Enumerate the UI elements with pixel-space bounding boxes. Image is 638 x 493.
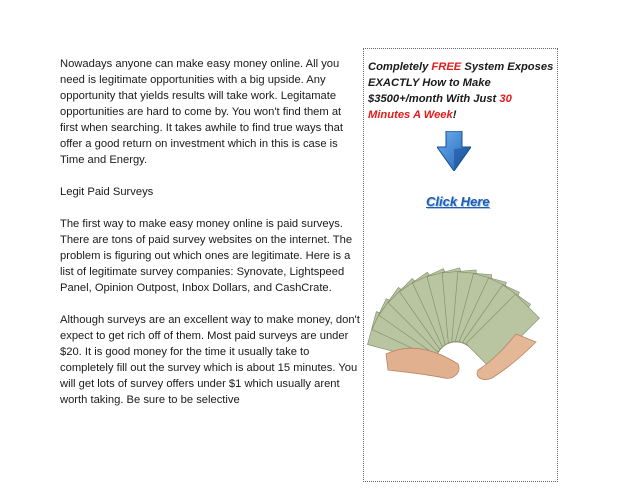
click-here-link[interactable]: Click Here bbox=[426, 194, 490, 209]
ad-headline-text-2: System Exposes EXACTLY How to Make $3500+/month With Just bbox=[368, 61, 554, 105]
ad-headline-free: FREE bbox=[431, 61, 462, 73]
money-fan-image bbox=[366, 242, 556, 402]
article-paragraph-intro: Nowadays anyone can make easy money online. All you need is legitimate opportunities with a big upside. Any opportunity that yields results will take work. Legitamate opportunities are hard to come by. You won't find them at first when searching. It takes awhile to find true ways that offer a good return on investment which in this is case is Time and Energy. bbox=[60, 58, 343, 166]
ad-sidebar bbox=[363, 48, 558, 482]
article-subheading: Legit Paid Surveys bbox=[60, 186, 154, 198]
article-body bbox=[60, 56, 360, 424]
article-paragraph-advice: Although surveys are an excellent way to make money, don't expect to get rich off of them. Most paid surveys are under $20. It is good money for the time it usually take to completely fill out the survey which is about 15 minutes. You will get lots of survey offers under $1 which usually arent worth taking. Be sure to be selective bbox=[60, 314, 360, 406]
ad-headline-end: ! bbox=[452, 109, 457, 121]
article-paragraph-surveys: The first way to make easy money online is paid surveys. There are tons of paid survey websites on the internet. The problem is figuring out which ones are legitimate. Here is a list of legitimate survey companies: Synovate, Lightspeed Panel, Opinion Outpost, Inbox Dollars, and CashCrate. bbox=[60, 218, 353, 294]
down-arrow-icon bbox=[437, 131, 471, 171]
ad-headline-minutes: 30 Minutes A Week bbox=[368, 93, 512, 121]
ad-headline bbox=[368, 59, 556, 123]
ad-headline-text-1: Completely bbox=[368, 61, 432, 73]
